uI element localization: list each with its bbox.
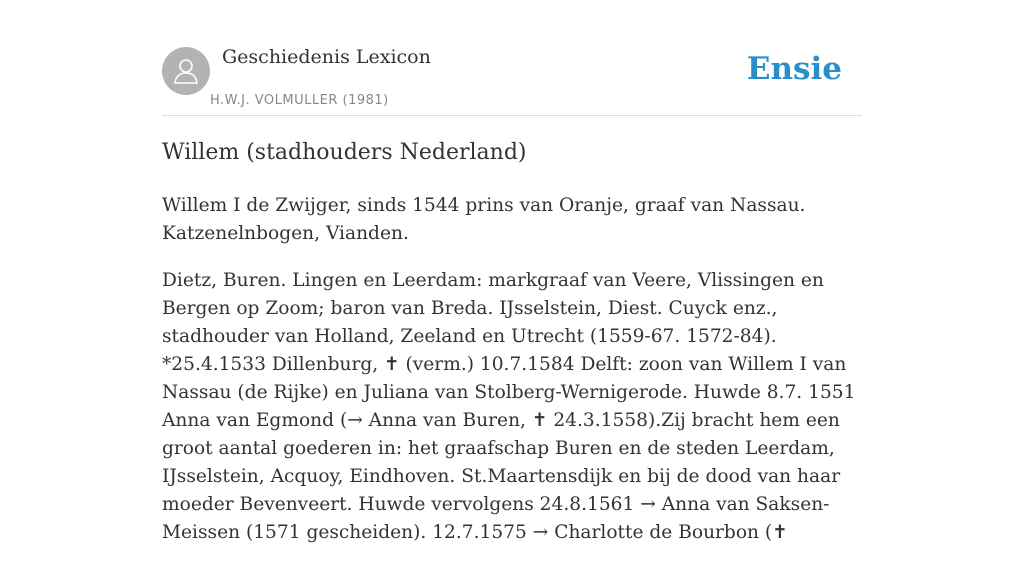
- header: [162, 0, 862, 116]
- article-paragraph: Dietz, Buren. Lingen en Leerdam: markgraaf van Veere, Vlissingen en Bergen op Zoom; baron van Breda. IJsselstein, Diest. Cuyck enz., stadhouder van Holland, Zeeland en Utrecht (1559-67. 1572-84). *25.4.1533 Dillenburg, ✝ (verm.) 10.7.1584 Delft: zoon van Willem I van Nassau (de Rijke) en Juliana van Stolberg-Wernigerode. Huwde 8.7. 1551 Anna van Egmond (→ Anna van Buren, ✝ 24.3.1558).Zij bracht hem een groot aantal goederen in: het graafschap Buren en de steden Leerdam, IJsselstein, Acquoy, Eindhoven. St.Maartensdijk en bij de dood van haar moeder Bevenveert. Huwde vervolgens 24.8.1561 → Anna van Saksen-Meissen (1571 gescheiden). 12.7.1575 → Charlotte de Bourbon (✝: [162, 270, 856, 543]
- author-label[interactable]: H.W.J. VOLMULLER (1981): [210, 93, 389, 108]
- source-title[interactable]: Geschiedenis Lexicon: [222, 46, 431, 68]
- user-icon: [171, 56, 201, 86]
- ensie-logo[interactable]: Ensie: [746, 51, 842, 87]
- article-paragraph: Willem I de Zwijger, sinds 1544 prins van Oranje, graaf van Nassau. Katzenelnbogen, Vianden.: [162, 195, 806, 244]
- article-title: Willem (stadhouders Nederland): [162, 140, 527, 165]
- avatar[interactable]: [162, 47, 210, 95]
- article-body: [162, 192, 862, 566]
